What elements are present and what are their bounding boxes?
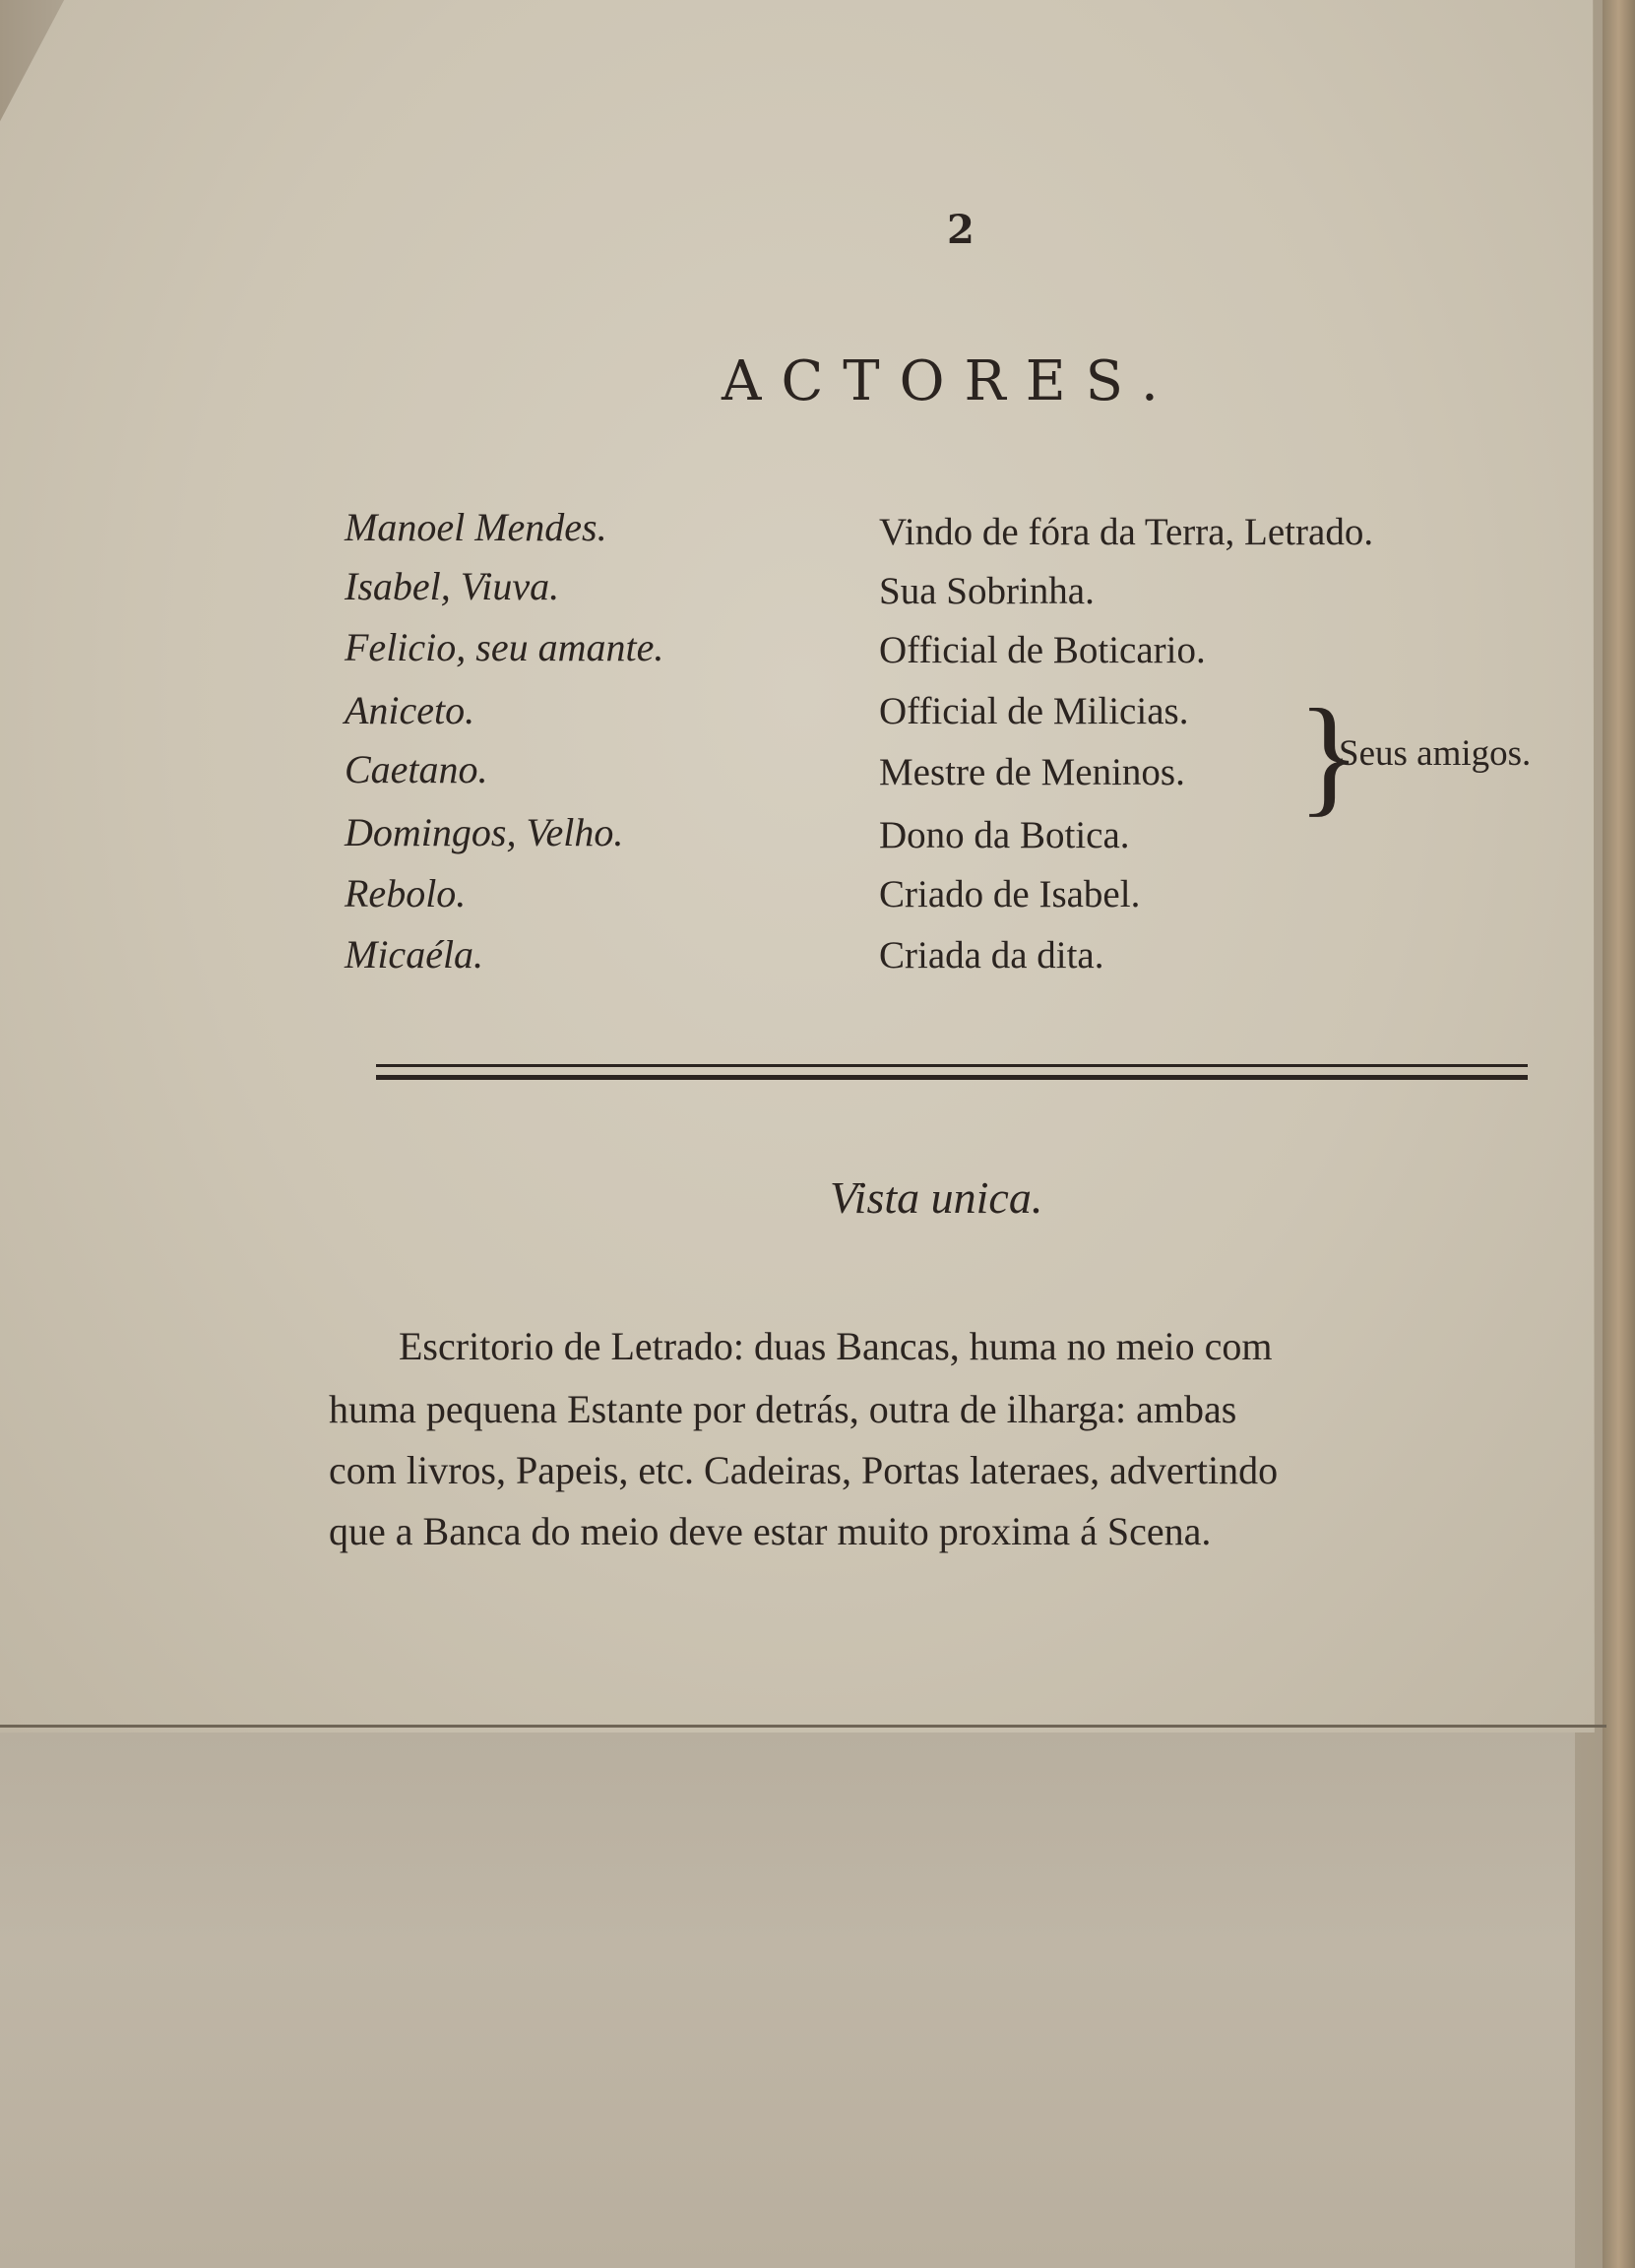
divider-thin	[376, 1064, 1528, 1067]
divider-thick	[376, 1075, 1528, 1080]
cast-name: Caetano.	[345, 747, 488, 791]
scene-description-line: que a Banca do meio deve estar muito proxima á Scena.	[329, 1509, 1212, 1553]
page-number: 2	[947, 207, 975, 253]
cast-name: Aniceto.	[345, 688, 475, 732]
cast-role: Criado de Isabel.	[879, 873, 1141, 915]
cast-role: Sua Sobrinha.	[879, 570, 1095, 612]
cast-role: Criada da dita.	[879, 934, 1104, 976]
cast-name: Domingos, Velho.	[345, 810, 624, 854]
cast-role: Vindo de fóra da Terra, Letrado.	[879, 511, 1374, 553]
group-label: Seus amigos.	[1339, 733, 1532, 774]
cast-name: Felicio, seu amante.	[345, 625, 664, 669]
cast-name: Rebolo.	[345, 871, 467, 915]
group-brace: }	[1297, 682, 1361, 828]
cast-role: Official de Boticario.	[879, 629, 1206, 671]
book-page-edges	[1603, 0, 1635, 2268]
scene-description-line: com livros, Papeis, etc. Cadeiras, Portas lateraes, advertindo	[329, 1448, 1279, 1492]
cast-role: Dono da Botica.	[879, 814, 1130, 856]
scene-description-line: Escritorio de Letrado: duas Bancas, huma no meio com	[399, 1324, 1273, 1368]
scene-title: Vista unica.	[830, 1172, 1043, 1223]
page-title: ACTORES.	[722, 349, 1178, 413]
scene-description-line: huma pequena Estante por detrás, outra de ilharga: ambas	[329, 1387, 1237, 1431]
cast-name: Manoel Mendes.	[345, 505, 607, 549]
cast-name: Micaéla.	[345, 932, 484, 976]
underlying-page	[0, 1732, 1575, 2268]
page-bottom-edge	[0, 1725, 1606, 1728]
cast-name: Isabel, Viuva.	[345, 564, 560, 608]
cast-role: Official de Milicias.	[879, 690, 1189, 732]
cast-role: Mestre de Meninos.	[879, 751, 1185, 793]
